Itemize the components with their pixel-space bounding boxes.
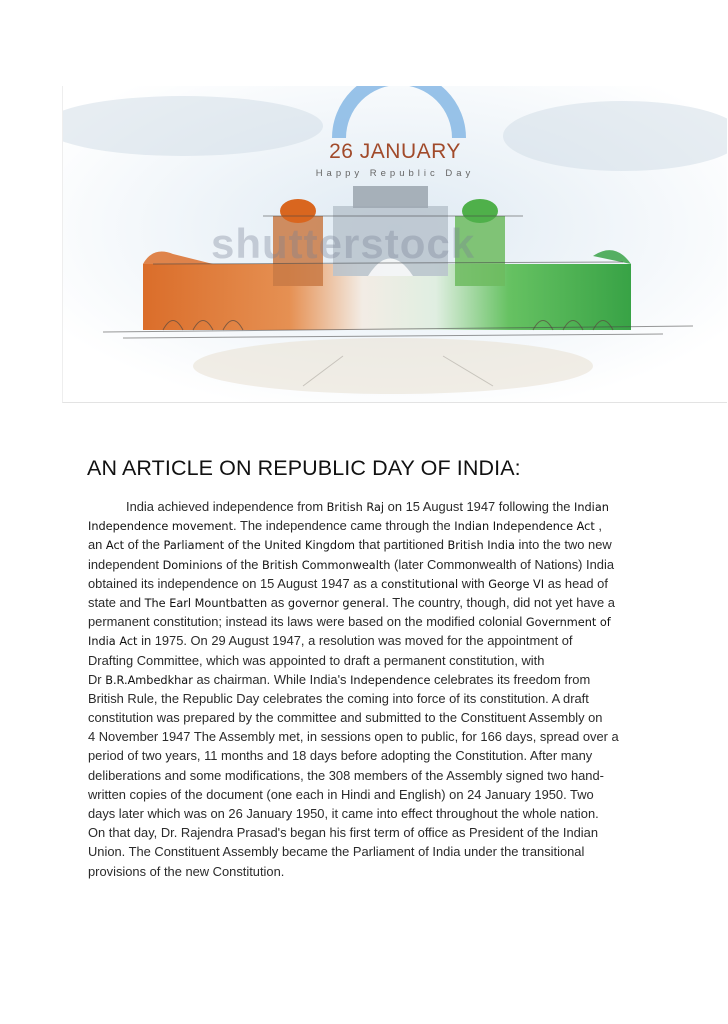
article-line xyxy=(88,842,648,861)
article-text: Union. The Constituent Assembly became the Parliament of India under the transitional xyxy=(88,844,585,860)
article-line xyxy=(88,727,648,746)
article-term: B.R.Ambedkhar xyxy=(105,673,193,687)
article-text: written copies of the document (one each in Hindi and English) on 24 January 1950. Two xyxy=(88,786,594,802)
article-text: obtained its independence on 15 August 1947 as a xyxy=(88,575,382,591)
article-text: . The independence came through the xyxy=(233,518,455,534)
article-line xyxy=(88,612,648,631)
article-term: governor general xyxy=(287,596,386,610)
article-line xyxy=(88,651,648,670)
article-term: India Act xyxy=(88,635,138,649)
article-line xyxy=(88,766,648,785)
article-term: Indian Independence Act xyxy=(454,520,595,534)
article-text: as head of xyxy=(544,575,608,591)
article-text: , xyxy=(594,518,602,534)
article-text: (later Commonwealth of Nations) India xyxy=(390,556,615,572)
article-line xyxy=(88,670,648,689)
article-line xyxy=(88,593,648,612)
article-line xyxy=(88,574,648,593)
article-text: deliberations and some modifications, the 308 members of the Assembly signed two hand- xyxy=(88,767,604,783)
article-text: as xyxy=(267,594,288,610)
article-text: British Rule, the Republic Day celebrates the coming into force of its constitution. A draft xyxy=(88,690,589,706)
article-line xyxy=(88,823,648,842)
article-text: in 1975. On 29 August 1947, a resolution was moved for the appointment of xyxy=(137,633,573,649)
article-term: Indian xyxy=(574,501,609,514)
article-text: 4 November 1947 The Assembly met, in sessions open to public, for 166 days, spread over a xyxy=(88,729,619,745)
watermark-text: shutterstock xyxy=(211,220,476,267)
article-line xyxy=(88,631,648,650)
article-term: British Raj xyxy=(326,501,385,514)
article-text: constitution was prepared by the committee and submitted to the Constituent Assembly on xyxy=(88,710,603,726)
article-term: Parliament of the United Kingdom xyxy=(163,539,356,553)
article-line xyxy=(88,746,648,765)
article-term: Independence xyxy=(350,673,431,687)
article-line xyxy=(88,785,648,804)
article-text: days later which was on 26 January 1950, it came into effect throughout the whole nation. xyxy=(88,806,599,821)
article-term: constitutional xyxy=(381,577,459,591)
article-text: Dr xyxy=(88,671,106,687)
article-text: . The country, though, did not yet have a xyxy=(385,594,615,610)
article-text: of the xyxy=(124,537,164,553)
article-line xyxy=(88,804,648,823)
banner-title: 26 JANUARY xyxy=(329,140,461,163)
article-text: an xyxy=(88,537,106,553)
article-text: state and xyxy=(88,594,145,610)
article-text: On that day, Dr. Rajendra Prasad's began his first term of office as President of the Indian xyxy=(88,825,599,841)
article-text: period of two years, 11 months and 18 days before adopting the Constitution. After many xyxy=(88,748,593,764)
article-term: Dominions xyxy=(162,558,223,572)
article-line xyxy=(88,555,648,574)
article-line xyxy=(88,516,648,535)
article-line xyxy=(88,535,648,554)
article-text: that partitioned xyxy=(355,537,448,553)
article-text: permanent constitution; instead its laws were based on the modified colonial xyxy=(88,614,526,630)
article-text: independent xyxy=(88,556,163,572)
article-text: with xyxy=(458,575,489,591)
article-line xyxy=(88,689,648,708)
article-term: The Earl Mountbatten xyxy=(144,596,268,610)
article-text: India achieved independence from xyxy=(126,499,327,514)
article-text: celebrates its freedom from xyxy=(430,671,591,687)
article-body xyxy=(88,497,648,881)
article-term: George VI xyxy=(488,577,545,591)
article-text: provisions of the new Constitution. xyxy=(88,863,285,879)
article-text: as chairman. While India's xyxy=(192,671,351,687)
article-text: on 15 August 1947 following the xyxy=(384,499,575,514)
article-term: British Commonwealth xyxy=(262,558,391,572)
republic-day-banner xyxy=(62,86,727,403)
article-term: Government of xyxy=(525,616,611,630)
article-text: into the two new xyxy=(514,537,612,553)
article-text: of the xyxy=(222,556,262,572)
article-term: British India xyxy=(447,539,515,553)
article-line xyxy=(88,497,648,516)
article-term: Act xyxy=(105,539,125,553)
banner-subtitle: Happy Republic Day xyxy=(315,168,475,179)
article-term: Independence movement xyxy=(88,520,234,534)
article-text: Drafting Committee, which was appointed to draft a permanent constitution, with xyxy=(88,652,545,668)
article-line xyxy=(88,708,648,727)
article-heading: AN ARTICLE ON REPUBLIC DAY OF INDIA: xyxy=(87,456,521,480)
article-line xyxy=(88,862,648,881)
